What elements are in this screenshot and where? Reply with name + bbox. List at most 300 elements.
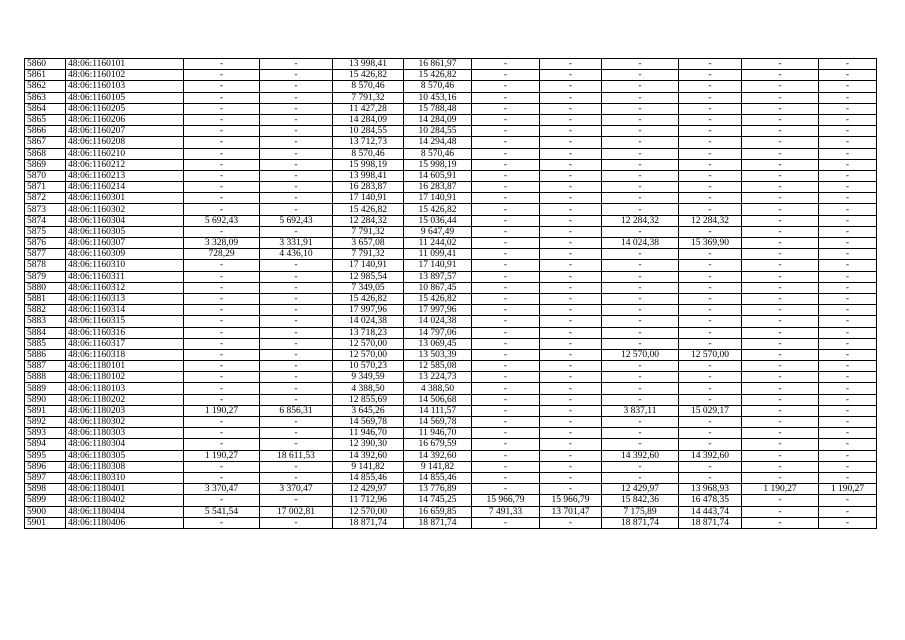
value-cell: - bbox=[819, 159, 877, 170]
value-cell: - bbox=[260, 461, 333, 472]
value-cell: - bbox=[260, 305, 333, 316]
table-row bbox=[25, 238, 877, 249]
value-cell: - bbox=[819, 271, 877, 282]
value-cell: - bbox=[679, 103, 742, 114]
value-cell: 12 284,32 bbox=[602, 215, 679, 226]
row-number-cell: 5894 bbox=[25, 439, 66, 450]
value-cell: - bbox=[742, 260, 819, 271]
table-row bbox=[25, 260, 877, 271]
value-cell: - bbox=[602, 159, 679, 170]
cadastral-number-cell: 48:06:1180304 bbox=[66, 439, 184, 450]
cadastral-number-cell: 48:06:1160210 bbox=[66, 148, 184, 159]
value-cell: - bbox=[260, 103, 333, 114]
row-number-cell: 5893 bbox=[25, 428, 66, 439]
value-cell: - bbox=[742, 59, 819, 70]
value-cell: - bbox=[184, 204, 260, 215]
value-cell: - bbox=[260, 361, 333, 372]
value-cell: - bbox=[819, 215, 877, 226]
table-row bbox=[25, 316, 877, 327]
value-cell: - bbox=[602, 327, 679, 338]
value-cell: - bbox=[819, 137, 877, 148]
value-cell: - bbox=[679, 59, 742, 70]
value-cell: 7 791,32 bbox=[333, 249, 404, 260]
value-cell: - bbox=[819, 405, 877, 416]
value-cell: - bbox=[679, 282, 742, 293]
value-cell: - bbox=[819, 450, 877, 461]
value-cell: - bbox=[679, 305, 742, 316]
value-cell: 14 392,60 bbox=[333, 450, 404, 461]
table-row bbox=[25, 81, 877, 92]
row-number-cell: 5896 bbox=[25, 461, 66, 472]
row-number-cell: 5882 bbox=[25, 305, 66, 316]
value-cell: - bbox=[679, 226, 742, 237]
value-cell: - bbox=[540, 383, 602, 394]
value-cell: 12 585,08 bbox=[404, 361, 472, 372]
value-cell: - bbox=[679, 439, 742, 450]
value-cell: - bbox=[540, 349, 602, 360]
value-cell: - bbox=[260, 92, 333, 103]
value-cell: 10 453,16 bbox=[404, 92, 472, 103]
value-cell: 1 190,27 bbox=[184, 450, 260, 461]
value-cell: - bbox=[679, 472, 742, 483]
value-cell: - bbox=[819, 249, 877, 260]
value-cell: - bbox=[742, 439, 819, 450]
value-cell: - bbox=[260, 439, 333, 450]
value-cell: - bbox=[742, 361, 819, 372]
value-cell: 15 788,48 bbox=[404, 103, 472, 114]
value-cell: - bbox=[184, 170, 260, 181]
value-cell: - bbox=[472, 316, 540, 327]
value-cell: - bbox=[679, 148, 742, 159]
value-cell: - bbox=[742, 170, 819, 181]
value-cell: 5 541,54 bbox=[184, 506, 260, 517]
value-cell: - bbox=[679, 327, 742, 338]
value-cell: - bbox=[260, 517, 333, 528]
value-cell: 17 140,91 bbox=[333, 260, 404, 271]
value-cell: - bbox=[679, 126, 742, 137]
value-cell: - bbox=[742, 517, 819, 528]
value-cell: - bbox=[540, 226, 602, 237]
value-cell: - bbox=[679, 372, 742, 383]
value-cell: - bbox=[540, 159, 602, 170]
value-cell: - bbox=[540, 260, 602, 271]
value-cell: - bbox=[540, 517, 602, 528]
value-cell: - bbox=[742, 215, 819, 226]
value-cell: - bbox=[602, 59, 679, 70]
value-cell: - bbox=[184, 327, 260, 338]
value-cell: 16 283,87 bbox=[333, 182, 404, 193]
value-cell: - bbox=[472, 405, 540, 416]
value-cell: - bbox=[602, 461, 679, 472]
value-cell: 728,29 bbox=[184, 249, 260, 260]
value-cell: - bbox=[184, 193, 260, 204]
value-cell: 7 791,32 bbox=[333, 92, 404, 103]
value-cell: - bbox=[184, 126, 260, 137]
value-cell: - bbox=[540, 70, 602, 81]
value-cell: - bbox=[540, 394, 602, 405]
value-cell: 14 797,06 bbox=[404, 327, 472, 338]
value-cell: - bbox=[260, 159, 333, 170]
value-cell: 17 002,81 bbox=[260, 506, 333, 517]
row-number-cell: 5891 bbox=[25, 405, 66, 416]
value-cell: - bbox=[819, 204, 877, 215]
value-cell: 14 569,78 bbox=[404, 417, 472, 428]
value-cell: - bbox=[184, 394, 260, 405]
value-cell: 17 140,91 bbox=[333, 193, 404, 204]
cadastral-number-cell: 48:06:1160302 bbox=[66, 204, 184, 215]
value-cell: - bbox=[260, 372, 333, 383]
value-cell: - bbox=[184, 137, 260, 148]
value-cell: - bbox=[742, 137, 819, 148]
value-cell: - bbox=[260, 417, 333, 428]
value-cell: 14 392,60 bbox=[679, 450, 742, 461]
cadastral-number-cell: 48:06:1180401 bbox=[66, 484, 184, 495]
value-cell: 4 388,50 bbox=[404, 383, 472, 394]
table-row bbox=[25, 103, 877, 114]
value-cell: - bbox=[679, 204, 742, 215]
value-cell: 15 426,82 bbox=[333, 204, 404, 215]
value-cell: - bbox=[742, 103, 819, 114]
value-cell: - bbox=[742, 417, 819, 428]
value-cell: 15 426,82 bbox=[333, 70, 404, 81]
value-cell: - bbox=[472, 472, 540, 483]
value-cell: - bbox=[472, 249, 540, 260]
table-row bbox=[25, 271, 877, 282]
value-cell: - bbox=[540, 293, 602, 304]
value-cell: 9 141,82 bbox=[404, 461, 472, 472]
value-cell: 15 966,79 bbox=[540, 495, 602, 506]
value-cell: - bbox=[679, 338, 742, 349]
value-cell: - bbox=[602, 271, 679, 282]
value-cell: - bbox=[260, 327, 333, 338]
table-row bbox=[25, 148, 877, 159]
value-cell: - bbox=[184, 159, 260, 170]
value-cell: - bbox=[819, 103, 877, 114]
value-cell: - bbox=[819, 282, 877, 293]
value-cell: 15 966,79 bbox=[472, 495, 540, 506]
value-cell: 14 294,48 bbox=[404, 137, 472, 148]
value-cell: - bbox=[540, 193, 602, 204]
cadastral-number-cell: 48:06:1180305 bbox=[66, 450, 184, 461]
value-cell: - bbox=[742, 159, 819, 170]
value-cell: - bbox=[819, 327, 877, 338]
value-cell: 11 712,96 bbox=[333, 495, 404, 506]
value-cell: 12 429,97 bbox=[602, 484, 679, 495]
row-number-cell: 5880 bbox=[25, 282, 66, 293]
value-cell: - bbox=[260, 70, 333, 81]
row-number-cell: 5868 bbox=[25, 148, 66, 159]
value-cell: 15 369,90 bbox=[679, 238, 742, 249]
value-cell: - bbox=[679, 260, 742, 271]
table-body bbox=[25, 59, 877, 529]
row-number-cell: 5860 bbox=[25, 59, 66, 70]
value-cell: - bbox=[742, 450, 819, 461]
row-number-cell: 5863 bbox=[25, 92, 66, 103]
table-row bbox=[25, 226, 877, 237]
value-cell: 9 647,49 bbox=[404, 226, 472, 237]
row-number-cell: 5867 bbox=[25, 137, 66, 148]
value-cell: 14 855,46 bbox=[404, 472, 472, 483]
value-cell: - bbox=[540, 461, 602, 472]
table-row bbox=[25, 439, 877, 450]
value-cell: - bbox=[742, 383, 819, 394]
cadastral-number-cell: 48:06:1160310 bbox=[66, 260, 184, 271]
value-cell: 14 024,38 bbox=[404, 316, 472, 327]
value-cell: - bbox=[184, 439, 260, 450]
row-number-cell: 5887 bbox=[25, 361, 66, 372]
value-cell: 11 946,70 bbox=[333, 428, 404, 439]
table-row bbox=[25, 215, 877, 226]
value-cell: - bbox=[742, 316, 819, 327]
value-cell: 7 175,89 bbox=[602, 506, 679, 517]
value-cell: 3 645,26 bbox=[333, 405, 404, 416]
value-cell: 17 997,96 bbox=[404, 305, 472, 316]
row-number-cell: 5870 bbox=[25, 170, 66, 181]
value-cell: - bbox=[184, 417, 260, 428]
value-cell: 7 491,33 bbox=[472, 506, 540, 517]
value-cell: - bbox=[742, 282, 819, 293]
value-cell: 12 570,00 bbox=[333, 506, 404, 517]
value-cell: - bbox=[819, 349, 877, 360]
table-row bbox=[25, 137, 877, 148]
value-cell: - bbox=[260, 428, 333, 439]
value-cell: - bbox=[679, 92, 742, 103]
value-cell: 15 029,17 bbox=[679, 405, 742, 416]
value-cell: - bbox=[819, 70, 877, 81]
table-row bbox=[25, 472, 877, 483]
value-cell: 3 331,91 bbox=[260, 238, 333, 249]
value-cell: 14 111,57 bbox=[404, 405, 472, 416]
cadastral-number-cell: 48:06:1180203 bbox=[66, 405, 184, 416]
value-cell: - bbox=[260, 495, 333, 506]
value-cell: - bbox=[184, 271, 260, 282]
value-cell: - bbox=[679, 114, 742, 125]
value-cell: - bbox=[472, 260, 540, 271]
value-cell: - bbox=[540, 92, 602, 103]
table-row bbox=[25, 204, 877, 215]
value-cell: - bbox=[184, 338, 260, 349]
value-cell: 12 429,97 bbox=[333, 484, 404, 495]
table-row bbox=[25, 126, 877, 137]
value-cell: - bbox=[679, 461, 742, 472]
value-cell: 3 657,08 bbox=[333, 238, 404, 249]
value-cell: - bbox=[184, 59, 260, 70]
value-cell: - bbox=[679, 383, 742, 394]
value-cell: - bbox=[819, 506, 877, 517]
cadastral-number-cell: 48:06:1180308 bbox=[66, 461, 184, 472]
value-cell: - bbox=[540, 484, 602, 495]
value-cell: - bbox=[260, 260, 333, 271]
value-cell: - bbox=[819, 293, 877, 304]
cadastral-number-cell: 48:06:1160214 bbox=[66, 182, 184, 193]
value-cell: 14 024,38 bbox=[333, 316, 404, 327]
cadastral-number-cell: 48:06:1180302 bbox=[66, 417, 184, 428]
value-cell: - bbox=[602, 428, 679, 439]
cadastral-number-cell: 48:06:1160309 bbox=[66, 249, 184, 260]
value-cell: 14 024,38 bbox=[602, 238, 679, 249]
row-number-cell: 5888 bbox=[25, 372, 66, 383]
value-cell: - bbox=[540, 271, 602, 282]
value-cell: - bbox=[819, 238, 877, 249]
value-cell: 10 284,55 bbox=[333, 126, 404, 137]
value-cell: - bbox=[472, 372, 540, 383]
value-cell: - bbox=[540, 338, 602, 349]
cadastral-number-cell: 48:06:1160205 bbox=[66, 103, 184, 114]
value-cell: 14 392,60 bbox=[404, 450, 472, 461]
value-cell: - bbox=[742, 126, 819, 137]
value-cell: 18 871,74 bbox=[679, 517, 742, 528]
value-cell: - bbox=[260, 271, 333, 282]
cadastral-number-cell: 48:06:1160102 bbox=[66, 70, 184, 81]
table-row bbox=[25, 361, 877, 372]
value-cell: 13 998,41 bbox=[333, 170, 404, 181]
value-cell: - bbox=[819, 170, 877, 181]
row-number-cell: 5866 bbox=[25, 126, 66, 137]
value-cell: 1 190,27 bbox=[819, 484, 877, 495]
value-cell: - bbox=[679, 193, 742, 204]
value-cell: - bbox=[540, 282, 602, 293]
value-cell: 17 140,91 bbox=[404, 260, 472, 271]
value-cell: - bbox=[602, 170, 679, 181]
value-cell: - bbox=[602, 305, 679, 316]
value-cell: 7 349,05 bbox=[333, 282, 404, 293]
value-cell: 3 370,47 bbox=[184, 484, 260, 495]
value-cell: 12 570,00 bbox=[679, 349, 742, 360]
row-number-cell: 5861 bbox=[25, 70, 66, 81]
value-cell: - bbox=[540, 137, 602, 148]
value-cell: 13 701,47 bbox=[540, 506, 602, 517]
row-number-cell: 5877 bbox=[25, 249, 66, 260]
value-cell: 15 998,19 bbox=[333, 159, 404, 170]
value-cell: - bbox=[260, 182, 333, 193]
value-cell: - bbox=[540, 361, 602, 372]
table-row bbox=[25, 59, 877, 70]
value-cell: 13 718,23 bbox=[333, 327, 404, 338]
value-cell: - bbox=[602, 361, 679, 372]
value-cell: - bbox=[472, 394, 540, 405]
table-row bbox=[25, 293, 877, 304]
value-cell: - bbox=[472, 271, 540, 282]
row-number-cell: 5892 bbox=[25, 417, 66, 428]
table-row bbox=[25, 92, 877, 103]
value-cell: - bbox=[602, 114, 679, 125]
value-cell: - bbox=[540, 316, 602, 327]
value-cell: - bbox=[540, 439, 602, 450]
value-cell: 13 897,57 bbox=[404, 271, 472, 282]
value-cell: - bbox=[472, 338, 540, 349]
value-cell: - bbox=[260, 226, 333, 237]
value-cell: - bbox=[679, 361, 742, 372]
value-cell: - bbox=[602, 260, 679, 271]
value-cell: - bbox=[742, 394, 819, 405]
value-cell: - bbox=[819, 193, 877, 204]
value-cell: - bbox=[602, 182, 679, 193]
value-cell: 10 284,55 bbox=[404, 126, 472, 137]
row-number-cell: 5875 bbox=[25, 226, 66, 237]
value-cell: - bbox=[472, 327, 540, 338]
value-cell: - bbox=[540, 148, 602, 159]
cadastral-number-cell: 48:06:1160206 bbox=[66, 114, 184, 125]
table-row bbox=[25, 394, 877, 405]
table-row bbox=[25, 349, 877, 360]
value-cell: 13 069,45 bbox=[404, 338, 472, 349]
row-number-cell: 5862 bbox=[25, 81, 66, 92]
cadastral-number-cell: 48:06:1180303 bbox=[66, 428, 184, 439]
value-cell: - bbox=[540, 170, 602, 181]
table-row bbox=[25, 327, 877, 338]
value-cell: 18 871,74 bbox=[333, 517, 404, 528]
cadastral-number-cell: 48:06:1160212 bbox=[66, 159, 184, 170]
cadastral-number-cell: 48:06:1160315 bbox=[66, 316, 184, 327]
row-number-cell: 5878 bbox=[25, 260, 66, 271]
cadastral-number-cell: 48:06:1160105 bbox=[66, 92, 184, 103]
value-cell: - bbox=[184, 148, 260, 159]
value-cell: - bbox=[260, 349, 333, 360]
value-cell: 15 426,82 bbox=[404, 70, 472, 81]
cadastral-number-cell: 48:06:1160307 bbox=[66, 238, 184, 249]
value-cell: 17 140,91 bbox=[404, 193, 472, 204]
value-cell: - bbox=[602, 372, 679, 383]
value-cell: - bbox=[742, 238, 819, 249]
value-cell: - bbox=[679, 249, 742, 260]
cadastral-number-cell: 48:06:1160312 bbox=[66, 282, 184, 293]
value-cell: - bbox=[819, 361, 877, 372]
table-row bbox=[25, 428, 877, 439]
cadastral-number-cell: 48:06:1160301 bbox=[66, 193, 184, 204]
value-cell: - bbox=[819, 495, 877, 506]
value-cell: 7 791,32 bbox=[333, 226, 404, 237]
value-cell: - bbox=[819, 372, 877, 383]
table-row bbox=[25, 372, 877, 383]
value-cell: - bbox=[540, 450, 602, 461]
value-cell: - bbox=[472, 92, 540, 103]
table-row bbox=[25, 461, 877, 472]
value-cell: - bbox=[472, 428, 540, 439]
table-row bbox=[25, 193, 877, 204]
value-cell: - bbox=[679, 394, 742, 405]
value-cell: - bbox=[602, 137, 679, 148]
value-cell: - bbox=[602, 92, 679, 103]
value-cell: - bbox=[472, 148, 540, 159]
value-cell: 3 328,09 bbox=[184, 238, 260, 249]
value-cell: - bbox=[472, 450, 540, 461]
value-cell: - bbox=[742, 461, 819, 472]
cadastral-number-cell: 48:06:1160305 bbox=[66, 226, 184, 237]
value-cell: - bbox=[540, 103, 602, 114]
value-cell: - bbox=[184, 293, 260, 304]
value-cell: - bbox=[472, 349, 540, 360]
row-number-cell: 5889 bbox=[25, 383, 66, 394]
row-number-cell: 5869 bbox=[25, 159, 66, 170]
value-cell: 15 426,82 bbox=[404, 204, 472, 215]
value-cell: - bbox=[472, 193, 540, 204]
table-row bbox=[25, 114, 877, 125]
value-cell: - bbox=[602, 338, 679, 349]
value-cell: - bbox=[679, 293, 742, 304]
value-cell: - bbox=[472, 126, 540, 137]
cadastral-number-cell: 48:06:1160317 bbox=[66, 338, 184, 349]
table-row bbox=[25, 405, 877, 416]
value-cell: - bbox=[742, 338, 819, 349]
value-cell: 12 570,00 bbox=[333, 349, 404, 360]
value-cell: 10 570,23 bbox=[333, 361, 404, 372]
value-cell: - bbox=[184, 383, 260, 394]
table-row bbox=[25, 170, 877, 181]
value-cell: - bbox=[184, 316, 260, 327]
value-cell: - bbox=[184, 103, 260, 114]
value-cell: - bbox=[602, 70, 679, 81]
value-cell: - bbox=[819, 92, 877, 103]
